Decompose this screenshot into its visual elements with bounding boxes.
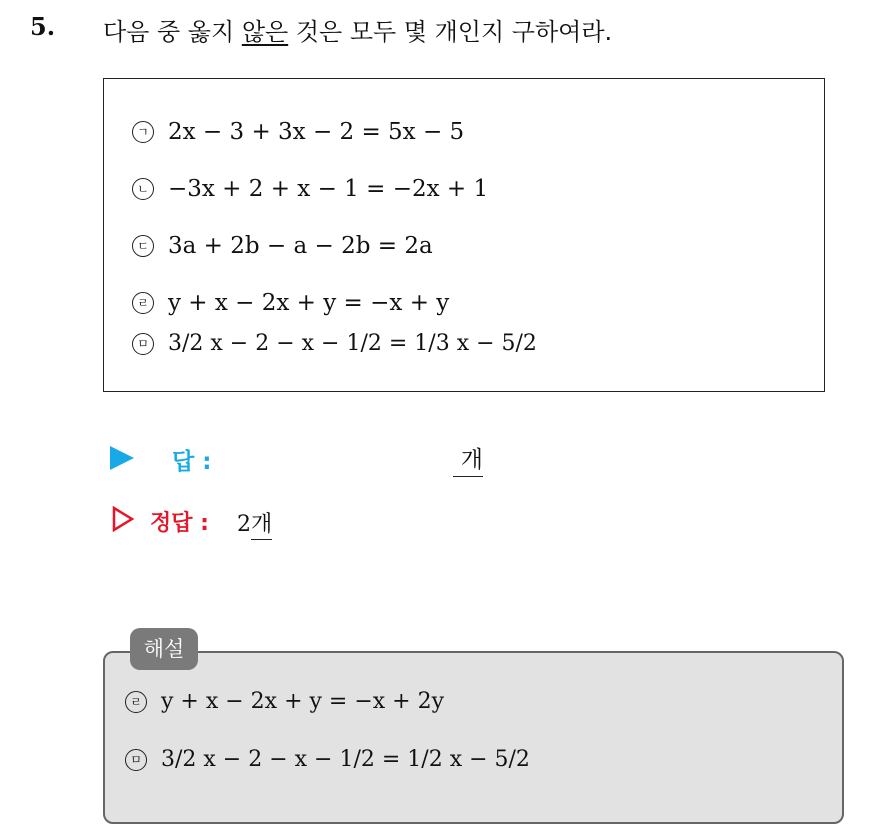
solution-label: 정답 : — [150, 511, 209, 536]
explanation-expression: y + x − 2x + y = −x + 2y — [161, 689, 445, 714]
question-text-before: 다음 중 옳지 — [103, 18, 242, 46]
explanation-item — [125, 747, 530, 772]
choice-expression: −3x + 2 + x − 1 = −2x + 1 — [168, 176, 489, 202]
choice-marker: ㄹ — [132, 292, 154, 314]
choice-marker: ㄱ — [132, 121, 154, 143]
explanation-box — [103, 651, 844, 824]
choice-item — [132, 331, 537, 356]
choices-box — [103, 78, 825, 392]
answer-label: 답 : — [172, 449, 212, 475]
choice-item — [132, 290, 449, 316]
solution-arrow-icon — [112, 506, 134, 532]
choice-expression: 2x − 3 + 3x − 2 = 5x − 5 — [168, 119, 465, 145]
solution-unit: 개 — [251, 512, 272, 540]
question-text-after: 것은 모두 몇 개인지 구하여라. — [288, 18, 613, 46]
choice-item — [132, 119, 464, 145]
answer-blank[interactable]: 개 — [453, 441, 483, 477]
solution-number: 2 — [237, 512, 251, 537]
explanation-marker: ㄹ — [125, 691, 147, 713]
choice-expression: 3/2 x − 2 − x − 1/2 = 1/3 x − 5/2 — [168, 331, 537, 356]
explanation-tab: 해설 — [130, 628, 198, 670]
choice-item — [132, 233, 433, 259]
explanation-marker: ㅁ — [125, 749, 147, 771]
choice-expression: 3a + 2b − a − 2b = 2a — [168, 233, 433, 259]
explanation-item — [125, 689, 444, 714]
answer-arrow-icon — [110, 446, 134, 470]
choice-item — [132, 176, 488, 202]
explanation-expression: 3/2 x − 2 − x − 1/2 = 1/2 x − 5/2 — [161, 747, 530, 772]
question-number: 5. — [30, 12, 56, 41]
question-text — [103, 12, 612, 47]
question-text-underlined: 않은 — [241, 18, 289, 46]
choice-marker: ㅁ — [132, 333, 154, 355]
choice-expression: y + x − 2x + y = −x + y — [168, 290, 450, 316]
choice-marker: ㄴ — [132, 178, 154, 200]
solution-value — [237, 507, 272, 538]
choice-marker: ㄷ — [132, 235, 154, 257]
